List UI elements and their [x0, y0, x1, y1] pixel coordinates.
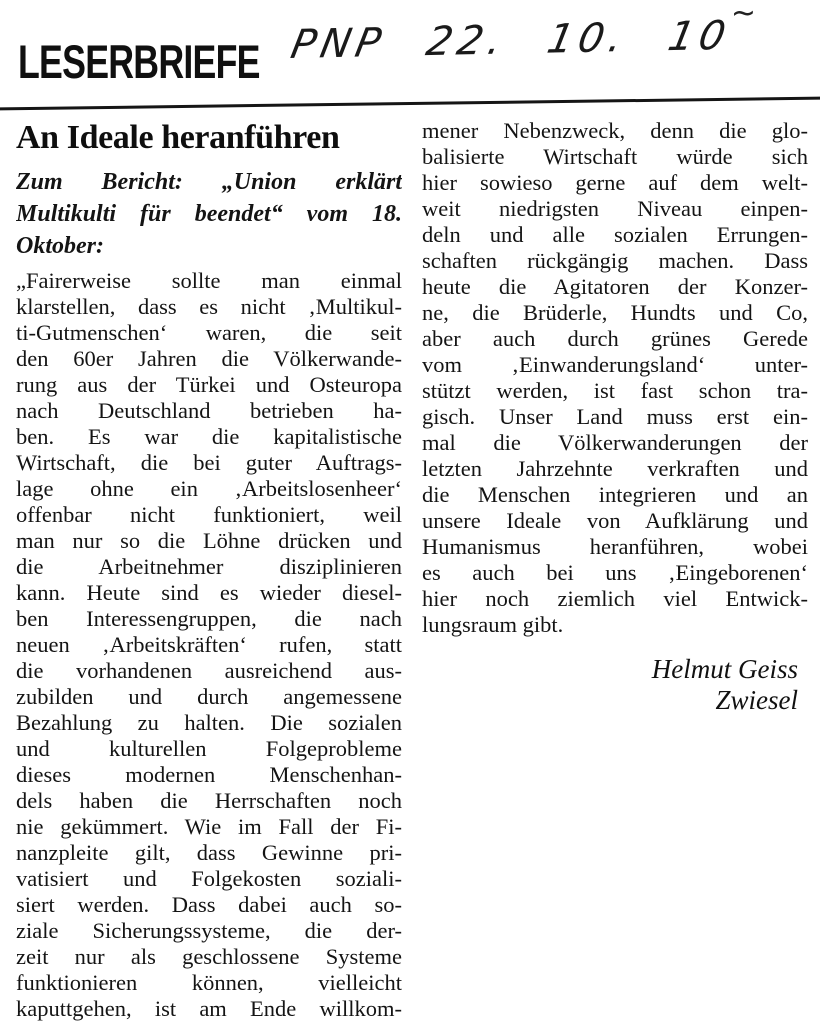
body-text-line: ben Interessengruppen, die nach — [16, 606, 402, 631]
body-text-line: schaften rückgängig machen. Dass — [422, 248, 808, 273]
body-text-line: mal die Völkerwanderungen der — [422, 430, 808, 455]
column-left — [16, 118, 402, 1022]
body-text-line: kaputtgehen, ist am Ende willkom- — [16, 996, 402, 1021]
body-text-line: ne, die Brüderle, Hundts und Co, — [422, 300, 808, 325]
body-text-line: vom ‚Einwanderungsland‘ unter- — [422, 352, 808, 377]
body-text-line: siert werden. Dass dabei auch so- — [16, 892, 402, 917]
body-text-line: nach Deutschland betrieben ha- — [16, 398, 402, 423]
body-text-line: weit niedrigsten Niveau einpen- — [422, 196, 808, 221]
article-body-column-2 — [422, 118, 808, 638]
body-text-line: ben. Es war die kapitalistische — [16, 424, 402, 449]
handwritten-date-note: PNP 22. 10. 10 — [287, 12, 735, 68]
body-text-line: stützt werden, ist fast schon tra- — [422, 378, 808, 403]
article-body-column-1 — [16, 268, 402, 1022]
body-text-line: dieses modernen Menschenhan- — [16, 762, 402, 787]
article-headline: An Ideale heranführen — [16, 119, 340, 156]
body-text-line: ziale Sicherungssysteme, die der- — [16, 918, 402, 943]
masthead-divider-rule — [0, 97, 820, 111]
body-text-line: zubilden und durch angemessene — [16, 684, 402, 709]
body-text-line: unsere Ideale von Aufklärung und — [422, 508, 808, 533]
body-text-line: heute die Agitatoren der Konzer- — [422, 274, 808, 299]
body-text-line: die Arbeitnehmer disziplinieren — [16, 554, 402, 579]
body-text-line: Humanismus heranführen, wobei — [422, 534, 808, 559]
body-text-line: zeit nur als geschlossene Systeme — [16, 944, 402, 969]
lede-line: Multikulti für beendet“ vom 18. — [16, 201, 402, 227]
body-text-line: „Fairerweise sollte man einmal — [16, 268, 402, 293]
body-text-line: funktionieren können, vielleicht — [16, 970, 402, 995]
section-label: LESERBRIEFE — [18, 35, 260, 88]
body-text-line: neuen ‚Arbeitskräften‘ rufen, statt — [16, 632, 402, 657]
body-text-line: nie gekümmert. Wie im Fall der Fi- — [16, 814, 402, 839]
body-text-line: gisch. Unser Land muss erst ein- — [422, 404, 808, 429]
signature-block — [422, 654, 808, 716]
body-text-line: dels haben die Herrschaften noch — [16, 788, 402, 813]
scan-artifact-mark: ~ — [730, 0, 756, 31]
lede-line: Zum Bericht: „Union erklärt — [16, 169, 402, 195]
body-text-line: es auch bei uns ‚Eingeborenen‘ — [422, 560, 808, 585]
body-text-line: ti-Gutmenschen‘ waren, die seit — [16, 320, 402, 345]
body-text-line: balisierte Wirtschaft würde sich — [422, 144, 808, 169]
body-text-line: rung aus der Türkei und Osteuropa — [16, 372, 402, 397]
body-text-line: aber auch durch grünes Gerede — [422, 326, 808, 351]
body-text-line: Wirtschaft, die bei guter Auftrags- — [16, 450, 402, 475]
column-right — [422, 118, 808, 1022]
body-text-line: lungsraum gibt. — [422, 612, 564, 637]
body-text-line: und kulturellen Folgeprobleme — [16, 736, 402, 761]
body-text-line: Bezahlung zu halten. Die sozialen — [16, 710, 402, 735]
lede-line: Oktober: — [16, 233, 104, 259]
body-text-line: den 60er Jahren die Völkerwande- — [16, 346, 402, 371]
body-text-line: die vorhandenen ausreichend aus- — [16, 658, 402, 683]
body-text-line: die Menschen integrieren und an — [422, 482, 808, 507]
body-text-line: hier sowieso gerne auf dem welt- — [422, 170, 808, 195]
body-text-line: offenbar nicht funktioniert, weil — [16, 502, 402, 527]
body-text-line: vatisiert und Folgekosten soziali- — [16, 866, 402, 891]
signature-author: Helmut Geiss — [651, 654, 798, 684]
body-text-line: kann. Heute sind es wieder diesel- — [16, 580, 402, 605]
body-text-line: mener Nebenzweck, denn die glo- — [422, 118, 808, 143]
body-text-line: deln und alle sozialen Errungen- — [422, 222, 808, 247]
article-columns — [16, 118, 808, 1022]
body-text-line: letzten Jahrzehnte verkraften und — [422, 456, 808, 481]
signature-location: Zwiesel — [715, 685, 798, 715]
body-text-line: lage ohne ein ‚Arbeitslosenheer‘ — [16, 476, 402, 501]
body-text-line: nanzpleite gilt, dass Gewinne pri- — [16, 840, 402, 865]
body-text-line: hier noch ziemlich viel Entwick- — [422, 586, 808, 611]
body-text-line: man nur so die Löhne drücken und — [16, 528, 402, 553]
body-text-line: klarstellen, dass es nicht ‚Multikul- — [16, 294, 402, 319]
article-lede — [16, 166, 402, 262]
